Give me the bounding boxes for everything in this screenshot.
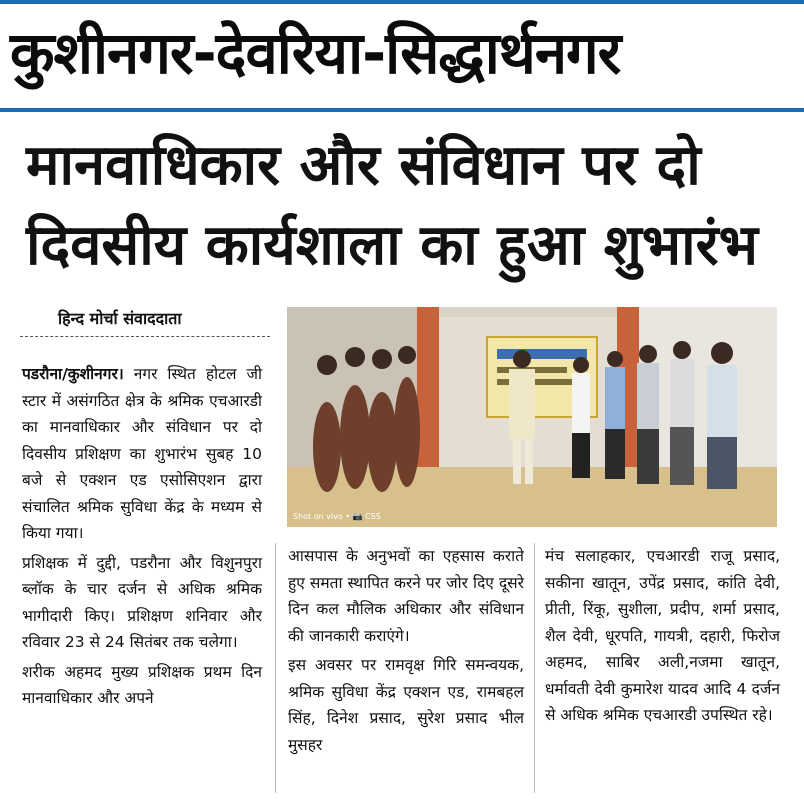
article-paragraph: इस अवसर पर रामवृक्ष गिरि समन्वयक, श्रमिक सुविधा केंद्र एक्शन एड, रामबहल सिंह, दिनेश प्रसाद, सुरेश प्रसाद भील मुसहर <box>288 656 524 754</box>
column-divider <box>275 543 276 793</box>
article-column-2 <box>288 543 524 761</box>
article-paragraph: शरीक अहमद मुख्य प्रशिक्षक प्रथम दिन मानवाधिकार और अपने <box>22 662 262 707</box>
byline: हिन्द मोर्चा संवाददाता <box>58 309 182 328</box>
article-text: नगर स्थित होटल जी स्टार में असंगठित क्षेत्र के श्रमिक एचआरडी का मानवाधिकार और संविधान पर दो दिवसीय प्रशिक्षण का शुभारंभ सुबह 10 बजे से एक्शन एड एसोसिएशन द्वारा संचालित श्रमिक सुविधा केंद्र के मध्यम से किया गया। <box>22 365 262 542</box>
photo-credit: Shot on vivo • 📷 CSS <box>293 512 381 521</box>
article-column-3 <box>545 543 780 732</box>
news-photo <box>287 307 777 527</box>
headline-line-1: मानवाधिकार और संविधान पर दो <box>26 133 701 198</box>
article-paragraph: मंच सलाहकार, एचआरडी राजू प्रसाद, सकीना खातून, उपेंद्र प्रसाद, कांति देवी, प्रीती, रिंकू, सुशीला, प्रदीप, शर्मा प्रसाद, शैल देवी, धूरपति, गायत्री, दहारी, फिरोज अहमद, साबिर अली,नजमा खातून, धर्मावती देवी कुमारेश यादव आदि 4 दर्जन से अधिक श्रमिक एचआरडी उपस्थित रहे। <box>545 547 780 724</box>
column-divider <box>534 543 535 793</box>
headline-line-2: दिवसीय कार्यशाला का हुआ शुभारंभ <box>26 213 758 278</box>
byline-divider <box>20 336 270 337</box>
workshop-photo-illustration <box>287 307 777 527</box>
article-column-1 <box>22 361 262 715</box>
dateline: पडरौना/कुशीनगर। <box>22 365 124 383</box>
article-paragraph: प्रशिक्षक में दुद्दी, पडरौना और विशुनपुरा ब्लॉक के चार दर्जन से अधिक श्रमिक भागीदारी किए। प्रशिक्षण शनिवार और रविवार 23 से 24 सितंबर तक चलेगा। <box>22 553 262 651</box>
article-paragraph <box>22 361 262 547</box>
article-paragraph: आसपास के अनुभवों का एहसास कराते हुए समता स्थापित करने पर जोर दिए दूसरे दिन कल मौलिक अधिकार और संविधान की जानकारी कराएंगे। <box>288 547 524 645</box>
section-title: कुशीनगर-देवरिया-सिद्धार्थनगर <box>10 19 621 87</box>
